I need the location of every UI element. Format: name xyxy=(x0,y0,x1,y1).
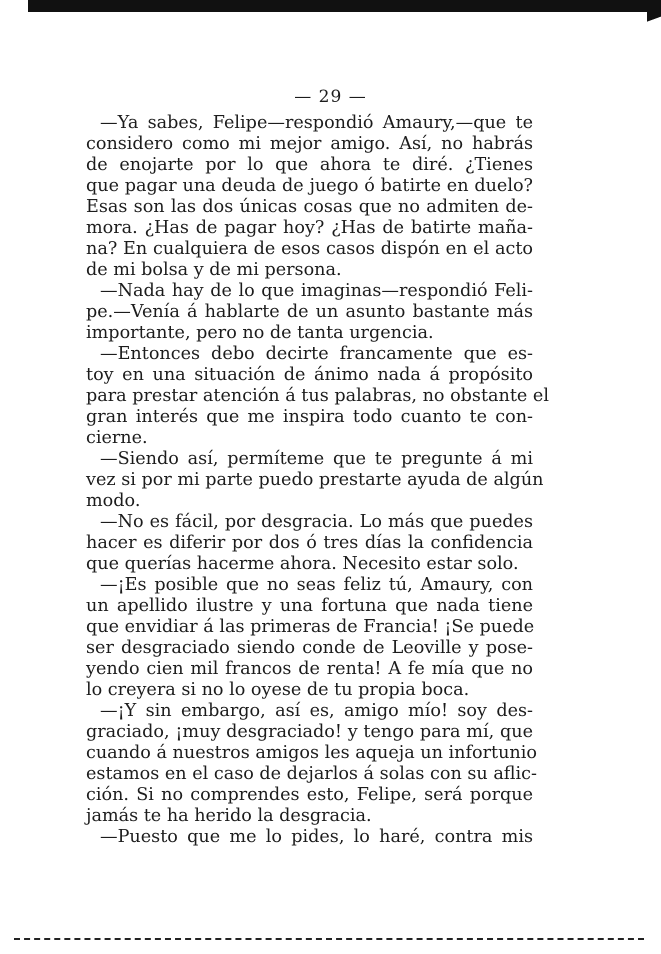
bottom-dashed-rule xyxy=(14,938,644,940)
text-line: —Ya sabes, Felipe—respondió Amaury,—que te xyxy=(100,113,533,133)
text-line: que envidiar á las primeras de Francia! ¡Se puede xyxy=(86,617,535,637)
text-line: que pagar una deuda de juego ó batirte en duelo? xyxy=(86,176,533,196)
text-line: —Entonces debo decirte francamente que es- xyxy=(100,344,533,364)
text-line: importante, pero no de tanta urgencia. xyxy=(86,323,434,343)
text-line: que querías hacerme ahora. Necesito estar solo. xyxy=(86,554,519,574)
page-corner-curl xyxy=(647,0,661,34)
page-number: — 29 — xyxy=(294,87,367,107)
text-line: cierne. xyxy=(86,428,148,448)
text-line: de enojarte por lo que ahora te diré. ¿Tienes xyxy=(86,155,533,175)
text-line: yendo cien mil francos de renta! A fe mía que no xyxy=(86,659,533,679)
text-line: modo. xyxy=(86,491,141,511)
text-line: jamás te ha herido la desgracia. xyxy=(86,806,372,826)
text-line: de mi bolsa y de mi persona. xyxy=(86,260,342,280)
text-line: un apellido ilustre y una fortuna que nada tiene xyxy=(86,596,533,616)
text-line: —¡Y sin embargo, así es, amigo mío! soy des- xyxy=(100,701,533,721)
text-line: cuando á nuestros amigos les aqueja un infortunio xyxy=(86,743,537,763)
text-line: ser desgraciado siendo conde de Leoville y pose- xyxy=(86,638,533,658)
text-line: —¡Es posible que no seas feliz tú, Amaury, con xyxy=(100,575,533,595)
text-line: gran interés que me inspira todo cuanto te con- xyxy=(86,407,533,427)
body-text xyxy=(86,113,549,848)
text-line: considero como mi mejor amigo. Así, no habrás xyxy=(86,134,533,154)
text-line: vez si por mi parte puedo prestarte ayuda de algún xyxy=(86,470,544,490)
text-line: —No es fácil, por desgracia. Lo más que puedes xyxy=(100,512,533,532)
text-line: —Siendo así, permíteme que te pregunte á mi xyxy=(100,449,533,469)
text-line: estamos en el caso de dejarlos á solas con su aflic- xyxy=(86,764,537,784)
text-line: ción. Si no comprendes esto, Felipe, será porque xyxy=(86,785,533,805)
text-line: toy en una situación de ánimo nada á propósito xyxy=(86,365,533,385)
text-line: mora. ¿Has de pagar hoy? ¿Has de batirte maña- xyxy=(86,218,533,238)
text-line: graciado, ¡muy desgraciado! y tengo para mí, que xyxy=(86,722,533,742)
text-line: —Nada hay de lo que imaginas—respondió Feli- xyxy=(100,281,533,301)
text-line: na? En cualquiera de esos casos dispón en el acto xyxy=(86,239,533,259)
text-line: pe.—Venía á hablarte de un asunto bastante más xyxy=(86,302,533,322)
text-line: para prestar atención á tus palabras, no obstante el xyxy=(86,386,549,406)
text-line: lo creyera si no lo oyese de tu propia boca. xyxy=(86,680,470,700)
text-line: Esas son las dos únicas cosas que no admiten de- xyxy=(86,197,533,217)
text-line: hacer es diferir por dos ó tres días la confidencia xyxy=(86,533,533,553)
page-top-border xyxy=(28,0,650,12)
text-line: —Puesto que me lo pides, lo haré, contra mis xyxy=(100,827,533,847)
